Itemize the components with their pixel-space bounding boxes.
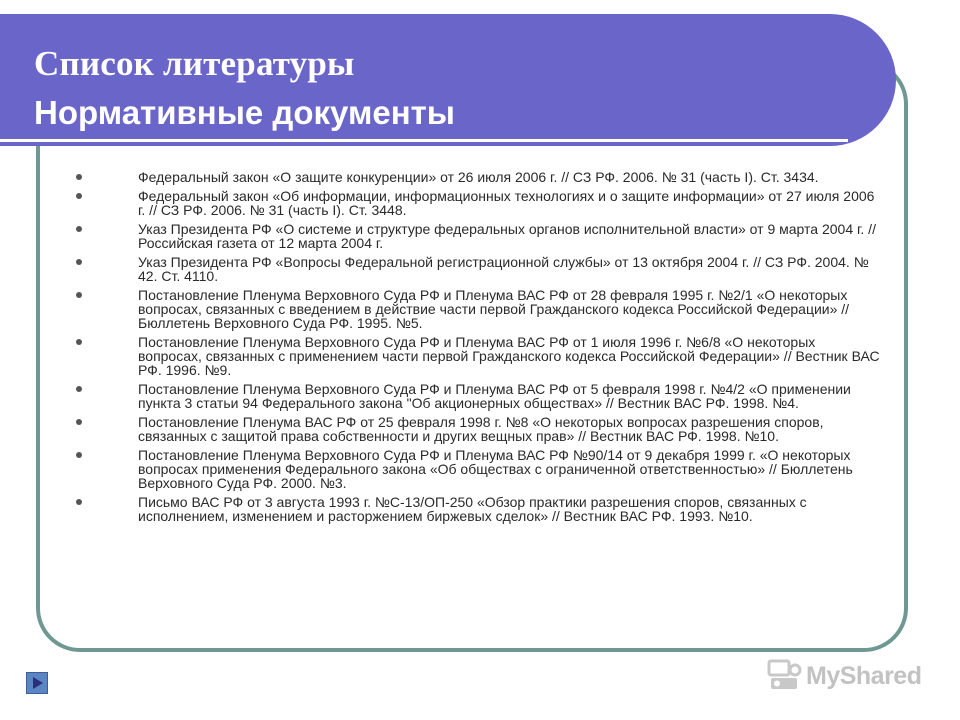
reference-text: Постановление Пленума ВАС РФ от 25 февраля 1998 г. №8 «О некоторых вопросах разрешения споров, связанных с защитой права собственности и других вещных прав» // Вестник ВАС РФ. 1998. №10. [138,414,824,444]
next-slide-button[interactable] [26,672,48,694]
reference-text: Постановление Пленума Верховного Суда РФ и Пленума ВАС РФ №90/14 от 9 декабря 1999 г. «О некоторых вопросах применения Федерального закона «Об обществах с ограниченной ответственностью» // Бюллетень Верховного Суда РФ. 2000. №3. [138,447,853,491]
reference-text: Федеральный закон «Об информации, информационных технологиях и о защите информации» от 27 июля 2006 г. // СЗ РФ. 2006. № 31 (часть I). Ст. 3448. [138,188,875,218]
slide-subtitle: Нормативные документы [34,94,455,131]
bullet-icon [76,193,82,199]
play-arrow-icon [33,677,43,689]
reference-text: Постановление Пленума Верховного Суда РФ и Пленума ВАС РФ от 28 февраля 1995 г. №2/1 «О некоторых вопросах, связанных с введением в действие части первой Гражданского кодекса Российской Федерации» // Бюллетень Верховного Суда РФ. 1995. №5. [138,287,850,331]
bullet-icon [76,386,82,392]
reference-item [76,255,882,283]
reference-item [76,335,882,377]
bullet-icon [76,174,82,180]
reference-text: Указ Президента РФ «О системе и структуре федеральных органов исполнительной власти» от 9 марта 2004 г. // Российская газета от 12 марта 2004 г. [138,221,876,251]
watermark-logo [766,658,921,694]
bullet-icon [76,452,82,458]
bullet-icon [76,259,82,265]
reference-item [76,222,882,250]
reference-text: Указ Президента РФ «Вопросы Федеральной регистрационной службы» от 13 октября 2004 г. // СЗ РФ. 2004. № 42. Ст. 4110. [138,254,869,284]
reference-list [76,170,882,528]
reference-item [76,170,882,184]
reference-text: Постановление Пленума Верховного Суда РФ и Пленума ВАС РФ от 1 июля 1996 г. №6/8 «О некоторых вопросах, связанных с применением части первой Гражданского кодекса Российской Федерации» // Вестник ВАС РФ. 1996. №9. [138,334,880,378]
reference-item [76,288,882,330]
slide-title: Список литературы [34,44,355,83]
reference-item [76,189,882,217]
watermark-text: MyShared [806,661,922,690]
reference-text: Письмо ВАС РФ от 3 августа 1993 г. №С-13/ОП-250 «Обзор практики разрешения споров, связанных с исполнением, изменением и расторжением биржевых сделок» // Вестник ВАС РФ. 1993. №10. [138,494,807,524]
bullet-icon [76,292,82,298]
title-band [0,14,896,146]
reference-text: Постановление Пленума Верховного Суда РФ и Пленума ВАС РФ от 5 февраля 1998 г. №4/2 «О применении пункта 3 статьи 94 Федерального закона "Об акционерных обществах» // Вестник ВАС РФ. 1998. №4. [138,381,851,411]
reference-item [76,415,882,443]
bullet-icon [76,419,82,425]
bullet-icon [76,499,82,505]
bullet-icon [76,339,82,345]
reference-item [76,495,882,523]
reference-item [76,382,882,410]
reference-text: Федеральный закон «О защите конкуренции» от 26 июля 2006 г. // СЗ РФ. 2006. № 31 (часть I). Ст. 3434. [138,169,819,185]
bullet-icon [76,226,82,232]
projector-icon [766,658,804,694]
reference-item [76,448,882,490]
title-underline [0,139,848,142]
